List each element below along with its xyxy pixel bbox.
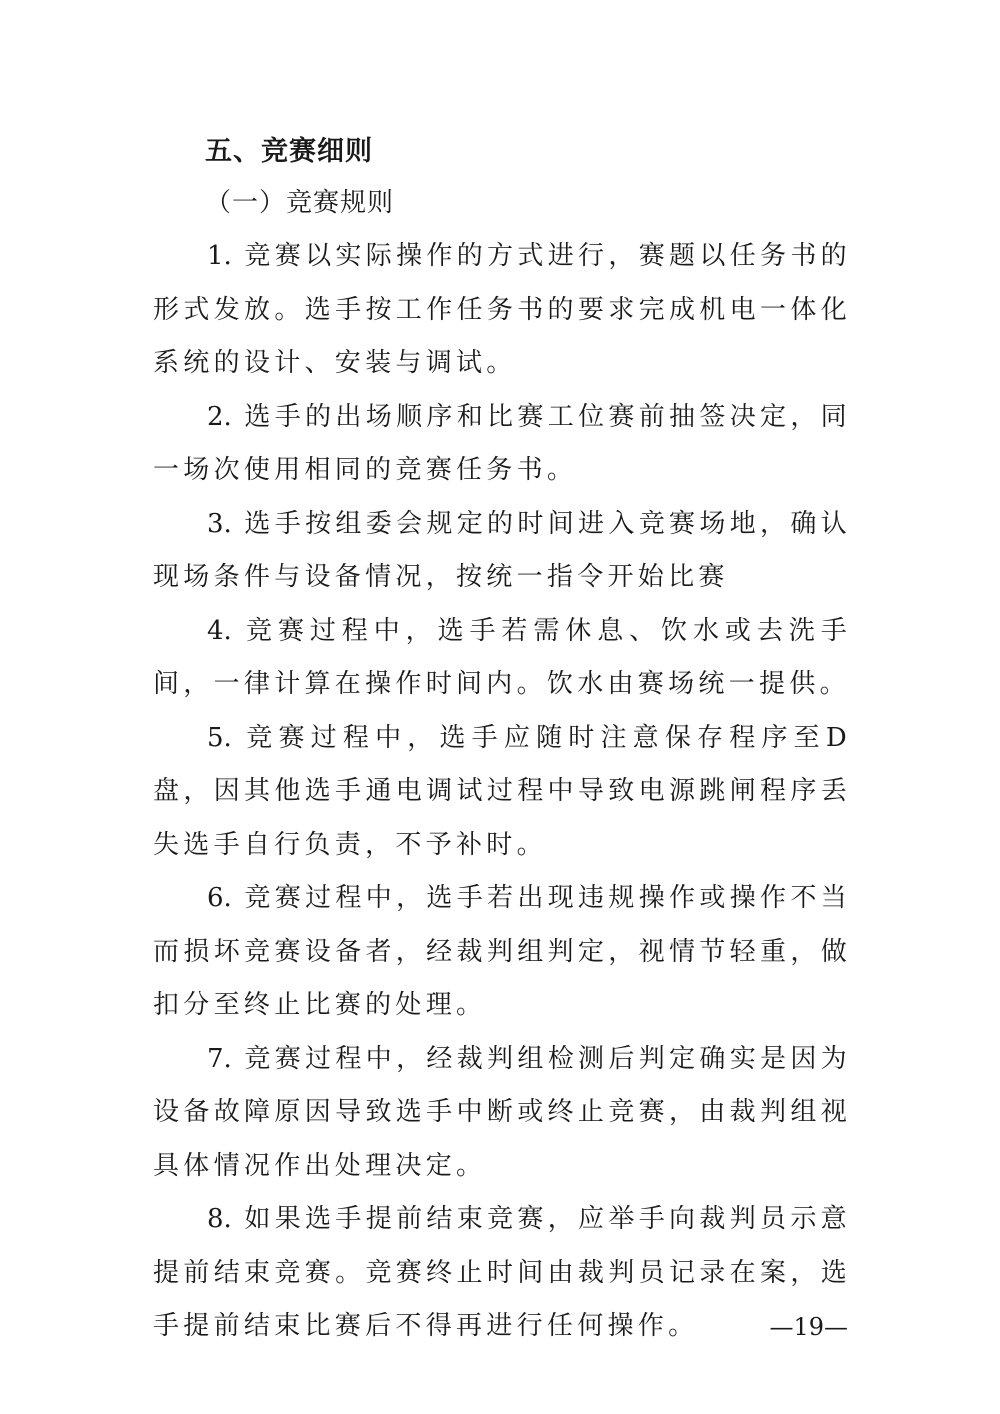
rule-item [153, 872, 851, 1033]
rule-text: 竞赛过程中，选手若需休息、饮水或去洗手间，一律计算在操作时间内。饮水由赛场统一提供。 [153, 615, 851, 699]
rule-text: 如果选手提前结束竞赛，应举手向裁判员示意提前结束竞赛。竞赛终止时间由裁判员记录在案，选手提前结束比赛后不得再进行任何操作。 [153, 1204, 851, 1341]
section-heading: 五、竞赛细则 [205, 136, 373, 167]
rule-text: 选手的出场顺序和比赛工位赛前抽签决定，同一场次使用相同的竞赛任务书。 [153, 401, 851, 485]
page-number: —19— [769, 1313, 848, 1341]
rule-number: 5. [207, 722, 232, 753]
rule-number: 8. [207, 1204, 232, 1234]
rule-item [153, 391, 851, 498]
rule-number: 3. [207, 508, 232, 539]
rule-item [153, 712, 851, 873]
rule-item [153, 230, 851, 391]
rule-number: 6. [207, 883, 232, 913]
rule-number: 1. [207, 241, 232, 271]
rule-text: 竞赛过程中，经裁判组检测后判定确实是因为设备故障原因导致选手中断或终止竞赛，由裁判组视具体情况作出处理决定。 [153, 1043, 851, 1181]
rule-number: 7. [207, 1043, 232, 1074]
rule-text: 竞赛以实际操作的方式进行，赛题以任务书的形式发放。选手按工作任务书的要求完成机电一体化系统的设计、安装与调试。 [153, 241, 851, 378]
rule-text: 选手按组委会规定的时间进入竞赛场地，确认现场条件与设备情况，按统一指令开始比赛 [153, 508, 851, 592]
rule-text: 竞赛过程中，选手若出现违规操作或操作不当而损坏竞赛设备者，经裁判组判定，视情节轻重，做扣分至终止比赛的处理。 [153, 883, 851, 1020]
subsection-heading: （一）竞赛规则 [205, 188, 395, 218]
rule-item [153, 1033, 851, 1194]
rule-text: 竞赛过程中，选手应随时注意保存程序至D盘，因其他选手通电调试过程中导致电源跳闸程序丢失选手自行负责，不予补时。 [153, 722, 851, 860]
rule-number: 2. [207, 401, 232, 432]
rule-item [153, 1193, 851, 1354]
rule-item [153, 498, 851, 605]
rule-item [153, 605, 851, 712]
rule-number: 4. [207, 615, 232, 646]
rules-list [153, 230, 851, 1354]
